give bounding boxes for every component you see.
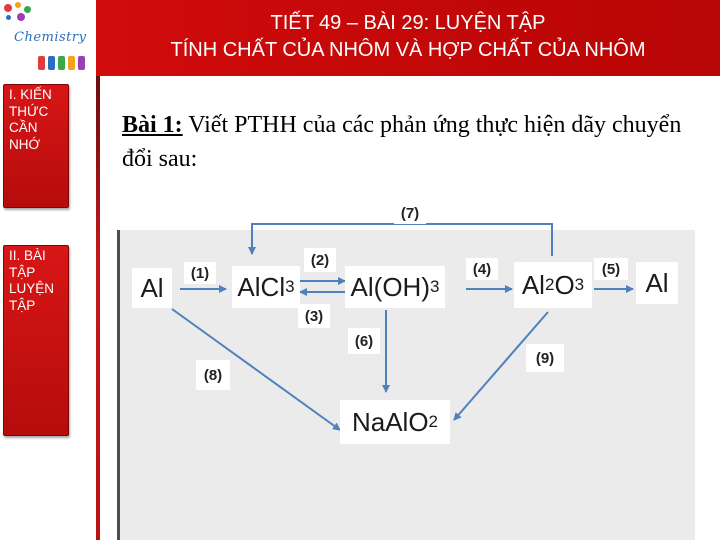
compound-al-start-text: Al — [140, 272, 164, 303]
compound-al-start — [132, 268, 172, 308]
step-label-5: (5) — [594, 258, 628, 280]
step-label-2: (2) — [304, 248, 336, 272]
compound-al2o3: Al 2 O 3 — [514, 262, 592, 308]
compound-al-end — [636, 262, 678, 304]
step-label-6: (6) — [348, 328, 380, 354]
sidebar-item-bai-tap[interactable]: II. BÀI TẬP LUYỆN TẬP — [3, 245, 69, 436]
step-label-9: (9) — [526, 344, 564, 372]
compound-alcl3: AlCl 3 — [232, 266, 300, 308]
exercise-body: Viết PTHH của các phản ứng thực hiện dãy chuyển đổi sau: — [122, 112, 682, 172]
compound-naalo2: NaAlO 2 — [340, 400, 450, 444]
compound-al-end-text: Al — [645, 267, 669, 298]
step-label-1: (1) — [184, 262, 216, 284]
title-line-1: TIẾT 49 – BÀI 29: LUYỆN TẬP — [270, 12, 546, 34]
step-label-7: (7) — [394, 202, 426, 224]
compound-al2o3-a: Al — [521, 269, 545, 300]
logo-text: Chemistry — [14, 30, 87, 45]
exercise-label: Bài 1: — [122, 112, 183, 138]
compound-aloh3-text: Al(OH) — [350, 271, 430, 302]
compound-aloh3: Al(OH) 3 — [345, 266, 445, 308]
step-label-4: (4) — [466, 258, 498, 280]
step-label-3: (3) — [298, 304, 330, 328]
compound-naalo2-text: NaAlO — [351, 406, 429, 437]
sidebar-item-kien-thuc[interactable]: I. KIẾN THỨC CẦN NHỚ — [3, 84, 69, 208]
compound-alcl3-text: AlCl — [237, 271, 286, 302]
compound-al2o3-b: O — [554, 269, 575, 300]
arrow-7 — [252, 224, 552, 256]
title-line-2: TÍNH CHẤT CỦA NHÔM VÀ HỢP CHẤT CỦA NHÔM — [170, 39, 646, 61]
step-label-8: (8) — [196, 360, 230, 390]
